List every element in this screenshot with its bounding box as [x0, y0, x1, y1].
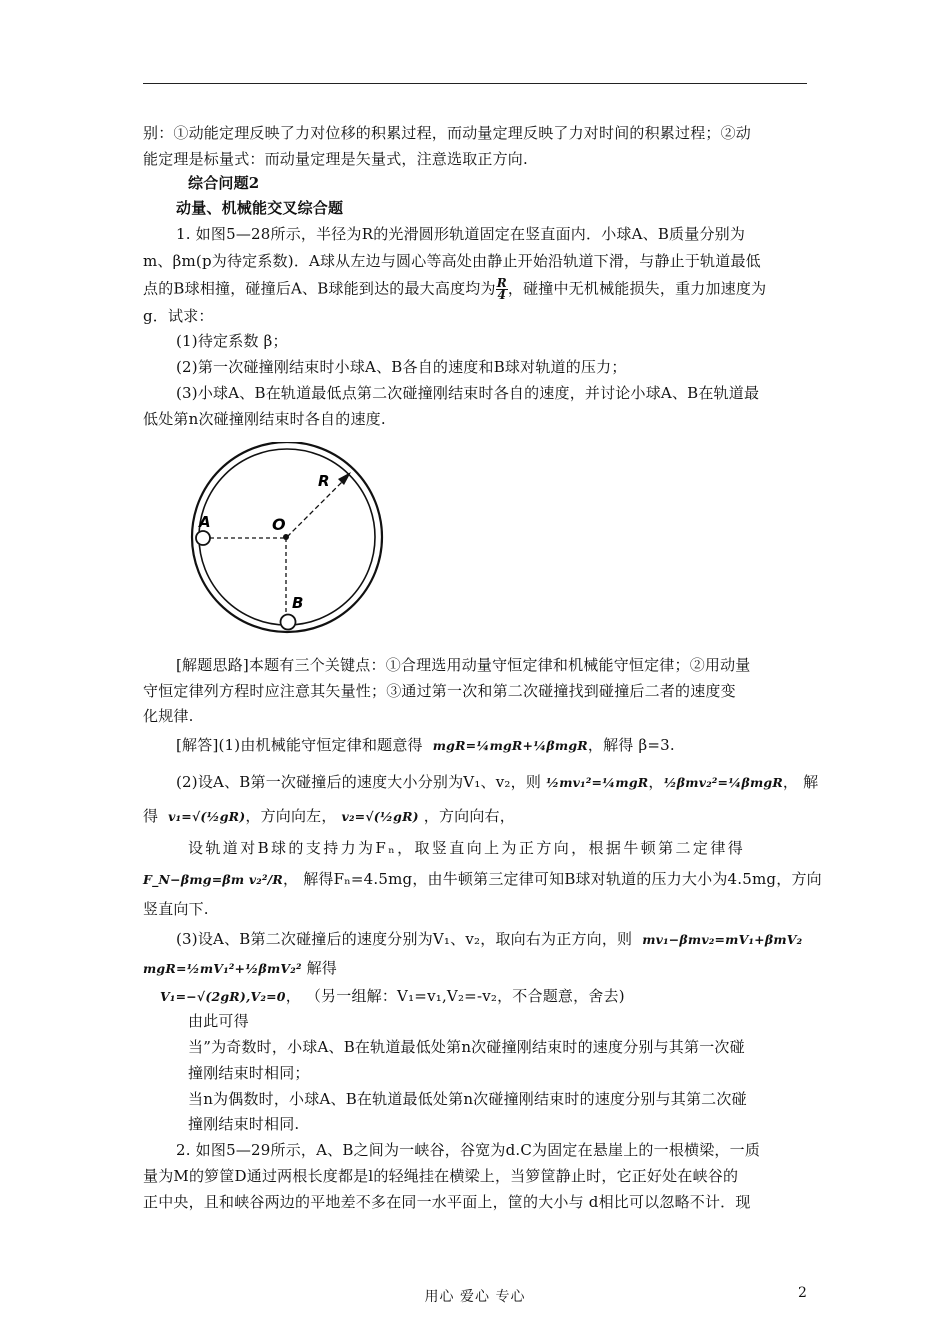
text-segment: 解得	[306, 959, 338, 977]
ball-b	[281, 615, 296, 630]
answer-2: (2)设A、B第一次碰撞后的速度大小分别为V₁、v₂，则 ½mv₁²=¼mgR，½βmv₂²=¼βmgR， 解	[176, 773, 819, 791]
problem-2: 2. 如图5—29所示，A、B之间为一峡谷，谷宽为d.C为固定在悬崖上的一根横梁，一质	[176, 1141, 761, 1159]
text-line	[143, 806, 515, 827]
text-line: F_N−βmg=βm v₂²/R， 解得Fₙ=4.5mg，由牛顿第三定律可知B球对轨道的压力大小为4.5mg，方向	[143, 870, 822, 888]
text-line: 1. 如图5—28所示，半径为R的光滑圆形轨道固定在竖直面内．小球A、B质量分别为	[176, 225, 746, 243]
text-segment: （另一组解：V₁=v₁,V₂=-v₂，不合题意，舍去)	[305, 987, 625, 1005]
text-line: 化规律.	[143, 707, 194, 725]
section-heading: 综合问题2	[188, 174, 260, 192]
page-number: 2	[798, 1285, 807, 1301]
text-line: 撞刚结束时相同；	[188, 1064, 310, 1082]
equation-energy: mgR=¼mgR+¼βmgR	[432, 738, 588, 753]
text-line: 竖直向下.	[143, 900, 209, 918]
text-line: 设轨道对B球的支持力为Fₙ，取竖直向上为正方向，根据牛顿第二定律得	[188, 839, 746, 857]
text-line: m、βm(p为待定系数)．A球从左边与圆心等高处由静止开始沿轨道下滑，与静止于轨道最低	[143, 252, 761, 270]
ball-a	[196, 531, 210, 545]
text-line	[143, 958, 337, 979]
text-segment: 解	[803, 773, 819, 791]
equation-ke-b: ½βmv₂²=¼βmgR	[663, 775, 783, 790]
center-point	[283, 534, 289, 540]
text-segment: ，方向向左，	[245, 807, 337, 825]
text-segment: ，解得 β=3.	[587, 736, 675, 754]
text-segment: ，碰撞中无机械能损失，重力加速度为	[507, 279, 767, 298]
text-line: 当”为奇数时，小球A、B在轨道最低处第n次碰撞刚结束时的速度分别与其第一次碰	[188, 1038, 745, 1056]
label-a: A	[199, 513, 211, 531]
text-segment: ，方向向右，	[423, 807, 515, 825]
answer-1	[176, 735, 675, 756]
equation-v1: v₁=√(½gR)	[168, 809, 246, 824]
radius-r-dashed	[287, 478, 346, 537]
question-1: (1)待定系数 β；	[176, 332, 288, 350]
arrowhead-icon	[338, 472, 351, 485]
text-segment: 解得Fₙ=4.5mg，由牛顿第三定律可知B球对轨道的压力大小为4.5mg，方向	[303, 870, 822, 888]
text-line: 当n为偶数时，小球A、B在轨道最低处第n次碰撞刚结束时的速度分别与其第二次碰	[188, 1090, 747, 1108]
text-line: 量为M的箩筐D通过两根长度都是l的轻绳挂在横梁上，当箩筐静止时，它正好处在峡谷的	[143, 1167, 739, 1185]
text-segment: (3)设A、B第二次碰撞后的速度分别为V₁、v₂，取向右为正方向，则	[176, 930, 633, 948]
text-line: 守恒定律列方程时应注意其矢量性；③通过第一次和第二次碰撞找到碰撞后二者的速度变	[143, 682, 736, 700]
text-segment: 得	[143, 807, 159, 825]
text-line: 正中央，且和峡谷两边的平地差不多在同一水平面上，筐的大小与 d相比可以忽略不计．现	[143, 1193, 751, 1211]
text-segment: 点的B球相撞，碰撞后A、B球能到达的最大高度均为	[143, 279, 496, 298]
answer-3	[176, 929, 802, 950]
text-line: g．试求：	[143, 307, 214, 325]
equation-v2: v₂=√(½gR)	[341, 809, 419, 824]
text-line: 低处第n次碰撞刚结束时各自的速度.	[143, 410, 386, 428]
equation-ke-a: ½mv₁²=¼mgR	[546, 775, 649, 790]
equation-result: V₁=−√(2gR),V₂=0	[160, 989, 286, 1004]
text-segment: [解答](1)由机械能守恒定律和题意得	[176, 736, 423, 754]
text-line: 撞刚结束时相同.	[188, 1115, 300, 1133]
header-rule	[143, 83, 807, 84]
text-line: 能定理是标量式：而动量定理是矢量式，注意选取正方向.	[143, 150, 528, 168]
label-r: R	[318, 472, 330, 490]
section-subheading: 动量、机械能交叉综合题	[176, 199, 344, 217]
page-footer: 用心 爱心 专心	[424, 1289, 526, 1305]
fraction-r-over-4: $\frac{R}{4}$	[496, 276, 507, 302]
text-line: 别：①动能定理反映了力对位移的积累过程，而动量定理反映了力对时间的积累过程；②动	[143, 124, 752, 142]
question-3: (3)小球A、B在轨道最低点第二次碰撞刚结束时各自的速度，并讨论小球A、B在轨道最	[176, 384, 760, 402]
equation-momentum: mv₁−βmv₂=mV₁+βmV₂	[642, 932, 803, 947]
text-line	[143, 278, 766, 301]
question-2: (2)第一次碰撞刚结束时小球A、B各自的速度和B球对轨道的压力；	[176, 358, 627, 376]
equation-newton: F_N−βmg=βm v₂²/R	[143, 872, 284, 887]
figure-circular-track	[188, 442, 388, 638]
equation-energy-2: mgR=½mV₁²+½βmV₂²	[143, 961, 302, 976]
text-segment: (2)设A、B第一次碰撞后的速度大小分别为V₁、v₂，则	[176, 773, 542, 791]
solution-approach: [解题思路]本题有三个关键点：①合理选用动量守恒定律和机械能守恒定律；②用动量	[176, 656, 751, 674]
text-line: V₁=−√(2gR),V₂=0， （另一组解：V₁=v₁,V₂=-v₂，不合题意，舍去)	[160, 987, 625, 1005]
text-line: 由此可得	[188, 1012, 249, 1030]
label-o: O	[272, 515, 286, 534]
label-b: B	[292, 594, 304, 612]
